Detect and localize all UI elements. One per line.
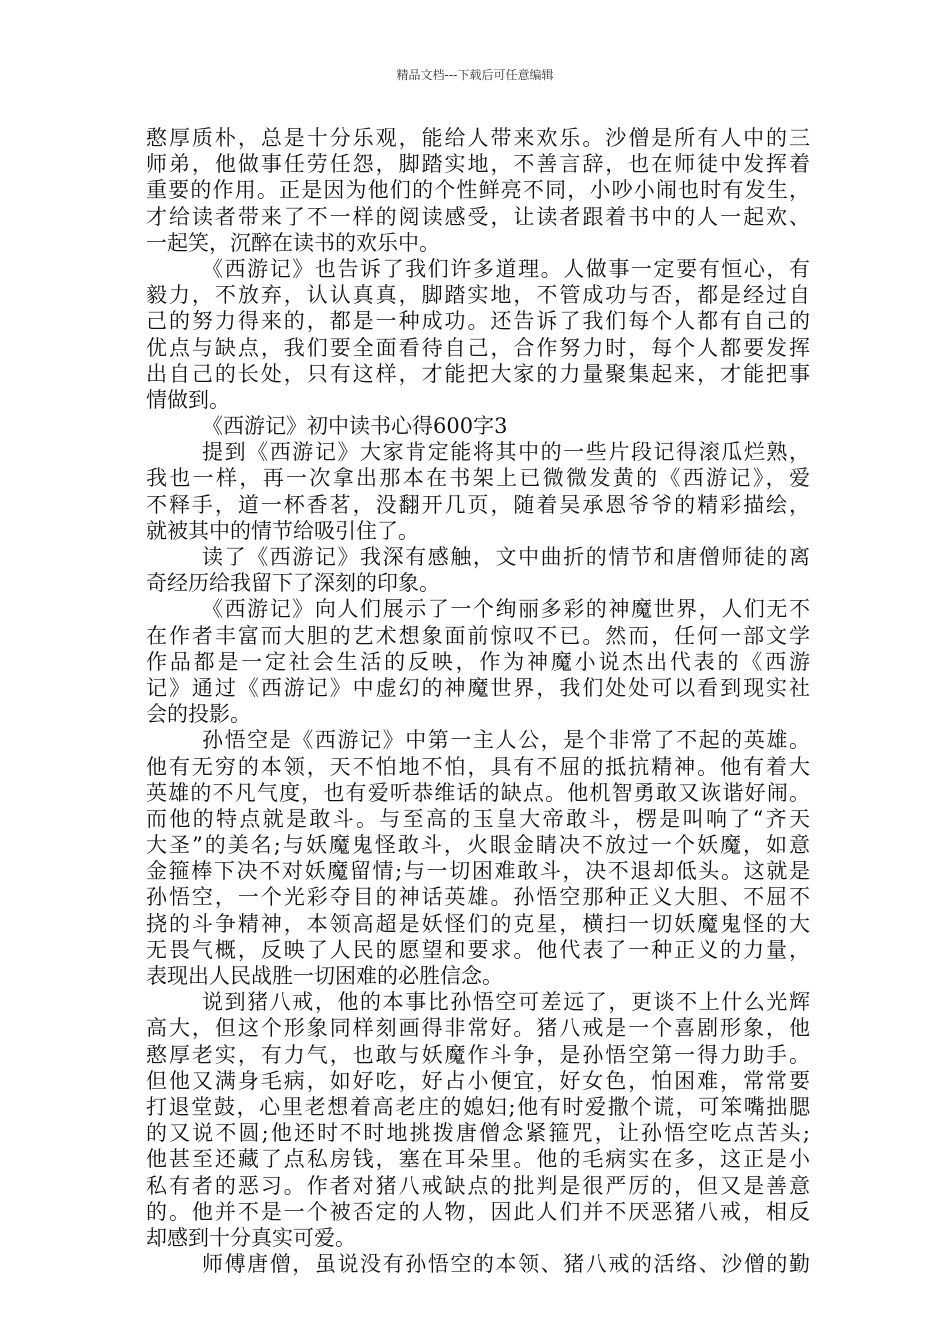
- text-line: 憨厚质朴，总是十分乐观，能给人带来欢乐。沙僧是所有人中的三: [146, 126, 810, 150]
- text-line: 重要的作用。正是因为他们的个性鲜亮不同，小吵小闹也时有发生，: [146, 178, 810, 203]
- text-line: 记》通过《西游记》中虚幻的神魔世界，我们处处可以看到现实社: [146, 675, 810, 700]
- text-line: 他有无穷的本领，天不怕地不怕，具有不屈的抵抗精神。他有着大: [146, 754, 810, 779]
- text-line: 读了《西游记》我深有感触，文中曲折的情节和唐僧师徒的离: [202, 545, 810, 569]
- text-line: 《西游记》向人们展示了一个绚丽多彩的神魔世界，人们无不: [202, 597, 810, 622]
- text-line: 就被其中的情节给吸引住了。: [146, 518, 419, 543]
- text-line: 在作者丰富而大胆的艺术想象面前惊叹不已。然而，任何一部文学: [146, 623, 810, 648]
- text-line: 己的努力得来的，都是一种成功。还告诉了我们每个人都有自己的: [146, 309, 810, 334]
- text-line: 我也一样，再一次拿出那本在书架上已微微发黄的《西游记》，爱: [146, 466, 810, 491]
- text-line: 他甚至还藏了点私房钱，塞在耳朵里。他的毛病实在多，这正是小: [146, 1147, 810, 1172]
- text-line: 的又说不圆;他还时不时地挑拨唐僧念紧箍咒，让孙悟空吃点苦头;: [146, 1121, 810, 1146]
- page-header: 精品文档---下载后可任意编辑: [396, 68, 554, 82]
- text-line: 一起笑，沉醉在读书的欢乐中。: [146, 230, 440, 255]
- text-line: 但他又满身毛病，如好吃，好占小便宜，好女色，怕困难，常常要: [146, 1068, 810, 1093]
- text-line: 却感到十分真实可爱。: [146, 1225, 356, 1250]
- text-line: 高大，但这个形象同样刻画得非常好。猪八戒是一个喜剧形象，他: [146, 1016, 810, 1041]
- text-line: 表现出人民战胜一切困难的必胜信念。: [146, 964, 503, 988]
- text-line: 师弟，他做事任劳任怨，脚踏实地，不善言辞，也在师徒中发挥着: [146, 152, 810, 177]
- text-line: 而他的特点就是敢斗。与至高的玉皇大帝敢斗，楞是叫响了“齐天: [146, 806, 810, 831]
- text-line: 打退堂鼓，心里老想着高老庄的媳妇;他有时爱撒个谎，可笨嘴拙腮: [146, 1094, 810, 1119]
- text-line: 不释手，道一杯香茗，没翻开几页，随着吴承恩爷爷的精彩描绘，: [146, 492, 810, 517]
- text-line: 《西游记》也告诉了我们许多道理。人做事一定要有恒心，有: [202, 256, 810, 281]
- text-line: 孙悟空是《西游记》中第一主人公，是个非常了不起的英雄。: [202, 728, 810, 753]
- text-line: 优点与缺点，我们要全面看待自己，合作努力时，每个人都要发挥: [146, 335, 810, 360]
- text-line: 私有者的恶习。作者对猪八戒缺点的批判是很严厉的，但又是善意: [146, 1173, 810, 1198]
- text-line: 憨厚老实，有力气，也敢与妖魔作斗争，是孙悟空第一得力助手。: [146, 1042, 810, 1067]
- text-line: 挠的斗争精神，本领高超是妖怪们的克星，横扫一切妖魔鬼怪的大: [146, 911, 810, 936]
- text-line: 才给读者带来了不一样的阅读感受，让读者跟着书中的人一起欢、: [146, 204, 810, 229]
- text-line: 师傅唐僧，虽说没有孙悟空的本领、猪八戒的活络、沙僧的勤: [202, 1252, 810, 1277]
- document-body: [146, 125, 810, 1277]
- text-line: 情做到。: [146, 387, 230, 412]
- text-line: 无畏气概，反映了人民的愿望和要求。他代表了一种正义的力量，: [146, 937, 810, 962]
- text-line: 金箍棒下决不对妖魔留情;与一切困难敢斗，决不退却低头。这就是: [146, 859, 810, 884]
- section-title: 《西游记》初中读书心得600字3: [202, 414, 508, 439]
- text-line: 提到《西游记》大家肯定能将其中的一些片段记得滚瓜烂熟，: [202, 440, 810, 465]
- text-line: 奇经历给我留下了深刻的印象。: [146, 571, 440, 596]
- text-line: 孙悟空，一个光彩夺目的神话英雄。孙悟空那种正义大胆、不屈不: [146, 885, 810, 910]
- text-line: 说到猪八戒，他的本事比孙悟空可差远了，更谈不上什么光辉: [202, 990, 810, 1015]
- text-line: 作品都是一定社会生活的反映，作为神魔小说杰出代表的《西游: [146, 649, 810, 674]
- text-line: 毅力，不放弃，认认真真，脚踏实地，不管成功与否，都是经过自: [146, 283, 810, 308]
- text-line: 会的投影。: [146, 702, 251, 727]
- text-line: 出自己的长处，只有这样，才能把大家的力量聚集起来，才能把事: [146, 361, 810, 386]
- text-line: 英雄的不凡气度，也有爱听恭维话的缺点。他机智勇敢又诙谐好闹。: [146, 780, 810, 805]
- text-line: 大圣”的美名;与妖魔鬼怪敢斗，火眼金睛决不放过一个妖魔，如意: [146, 833, 810, 858]
- text-line: 的。他并不是一个被否定的人物，因此人们并不厌恶猪八戒，相反: [146, 1199, 810, 1224]
